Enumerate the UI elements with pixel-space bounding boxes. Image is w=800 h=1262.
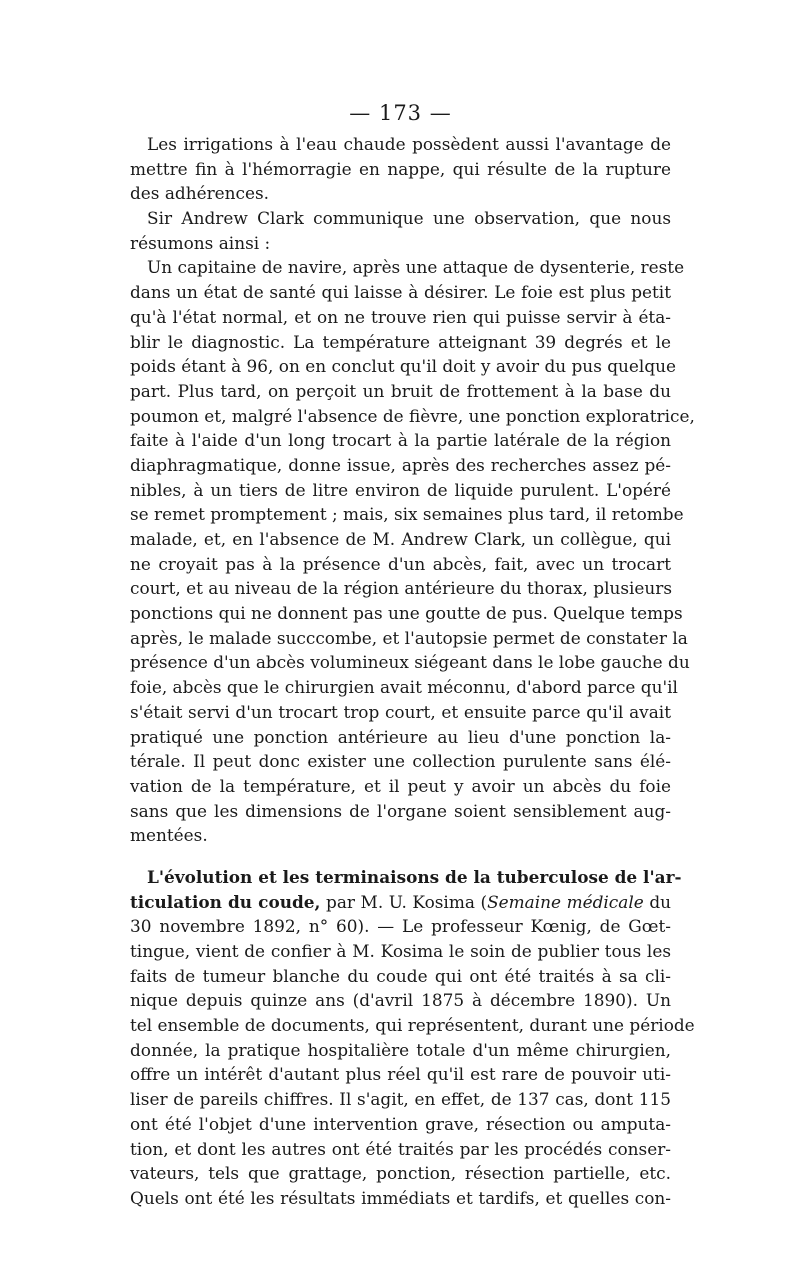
- text-line: tel ensemble de documents, qui représentent, durant une période: [130, 1015, 695, 1036]
- text-line: pratiqué une ponction antérieure au lieu d'une ponction la-: [130, 726, 671, 747]
- text-line: donnée, la pratique hospitalière totale d'un même chirurgien,: [130, 1039, 671, 1060]
- text-line: sans que les dimensions de l'organe soient sensiblement aug-: [130, 800, 671, 821]
- text-line: mettre fin à l'hémorragie en nappe, qui résulte de la rupture: [130, 158, 671, 179]
- journal-name: Semaine médicale: [487, 891, 644, 912]
- text-line: faite à l'aide d'un long trocart à la partie latérale de la région: [130, 430, 671, 451]
- text-line: foie, abcès que le chirurgien avait méconnu, d'abord parce qu'il: [130, 677, 678, 698]
- text-line: nique depuis quinze ans (d'avril 1875 à décembre 1890). Un: [130, 990, 671, 1011]
- text-line: 30 novembre 1892, n° 60). — Le professeur Kœnig, de Gœt-: [130, 916, 671, 937]
- text-line: ponctions qui ne donnent pas une goutte de pus. Quelque temps: [130, 603, 683, 624]
- text-line: liser de pareils chiffres. Il s'agit, en effet, de 137 cas, dont 115: [130, 1089, 671, 1110]
- text-line: s'était servi d'un trocart trop court, et ensuite parce qu'il avait: [130, 701, 671, 722]
- paragraph-irrigations: [130, 132, 671, 206]
- text-line: dans un état de santé qui laisse à désirer. Le foie est plus petit: [130, 282, 671, 303]
- text-line: après, le malade succcombe, et l'autopsie permet de constater la: [130, 627, 688, 648]
- citation-text: du: [643, 891, 672, 912]
- text-line: offre un intérêt d'autant plus réel qu'il est rare de pouvoir uti-: [130, 1064, 671, 1085]
- text-line: poumon et, malgré l'absence de fièvre, une ponction exploratrice,: [130, 405, 695, 426]
- text-line: Un capitaine de navire, après une attaque de dysenterie, reste: [147, 257, 685, 278]
- text-line: Quels ont été les résultats immédiats et tardifs, et quelles con-: [130, 1187, 671, 1208]
- text-line: court, et au niveau de la région antérieure du thorax, plusieurs: [130, 578, 673, 599]
- text-line: vation de la température, et il peut y avoir un abcès du foie: [130, 775, 671, 796]
- text-line: faits de tumeur blanche du coude qui ont été traités à sa cli-: [130, 965, 671, 986]
- text-line: ne croyait pas à la présence d'un abcès, fait, avec un trocart: [130, 553, 671, 574]
- section-title-continuation: [130, 890, 671, 915]
- text-line: nibles, à un tiers de litre environ de liquide purulent. L'opéré: [130, 479, 671, 500]
- text-line: ont été l'objet d'une intervention grave, résection ou amputa-: [130, 1113, 671, 1134]
- text-line: diaphragmatique, donne issue, après des recherches assez pé-: [130, 454, 671, 475]
- text-line: présence d'un abcès volumineux siégeant dans le lobe gauche du: [130, 652, 690, 673]
- section-title: L'évolution et les terminaisons de la tuberculose de l'ar-: [147, 866, 682, 887]
- text-line: Les irrigations à l'eau chaude possèdent aussi l'avantage de: [147, 134, 671, 154]
- section-tuberculose-coude: [130, 865, 695, 1211]
- text-line: térale. Il peut donc exister une collection purulente sans élé-: [130, 751, 671, 772]
- text-line: poids étant à 96, on en conclut qu'il doit y avoir du pus quelque: [130, 356, 677, 377]
- paragraph-case-report: [130, 255, 695, 848]
- text-line: vateurs, tels que grattage, ponction, résection partielle, etc.: [130, 1163, 671, 1184]
- text-line: malade, et, en l'absence de M. Andrew Clark, un collègue, qui: [130, 529, 671, 549]
- text-line: tion, et dont les autres ont été traités par les procédés conser-: [130, 1138, 671, 1159]
- text-line: part. Plus tard, on perçoit un bruit de frottement à la base du: [130, 380, 671, 401]
- text-line: qu'à l'état normal, et on ne trouve rien qui puisse servir à éta-: [130, 306, 671, 327]
- text-line: blir le diagnostic. La température atteignant 39 degrés et le: [130, 331, 671, 352]
- text-line: se remet promptement ; mais, six semaines plus tard, il retombe: [130, 504, 684, 525]
- text-line: résumons ainsi :: [130, 232, 271, 253]
- section-gap: [130, 848, 671, 865]
- paragraph-andrew-clark: [130, 206, 671, 255]
- text-line: Sir Andrew Clark communique une observation, que nous: [147, 208, 671, 229]
- author-credit: par M. U. Kosima (: [320, 891, 488, 912]
- section-title-end: ticulation du coude,: [130, 891, 321, 912]
- text-line: mentées.: [130, 825, 208, 846]
- text-line: des adhérences.: [130, 183, 270, 204]
- book-page: [130, 98, 695, 1211]
- page-number: — 173 —: [349, 101, 452, 125]
- text-line: tingue, vient de confier à M. Kosima le soin de publier tous les: [130, 941, 671, 961]
